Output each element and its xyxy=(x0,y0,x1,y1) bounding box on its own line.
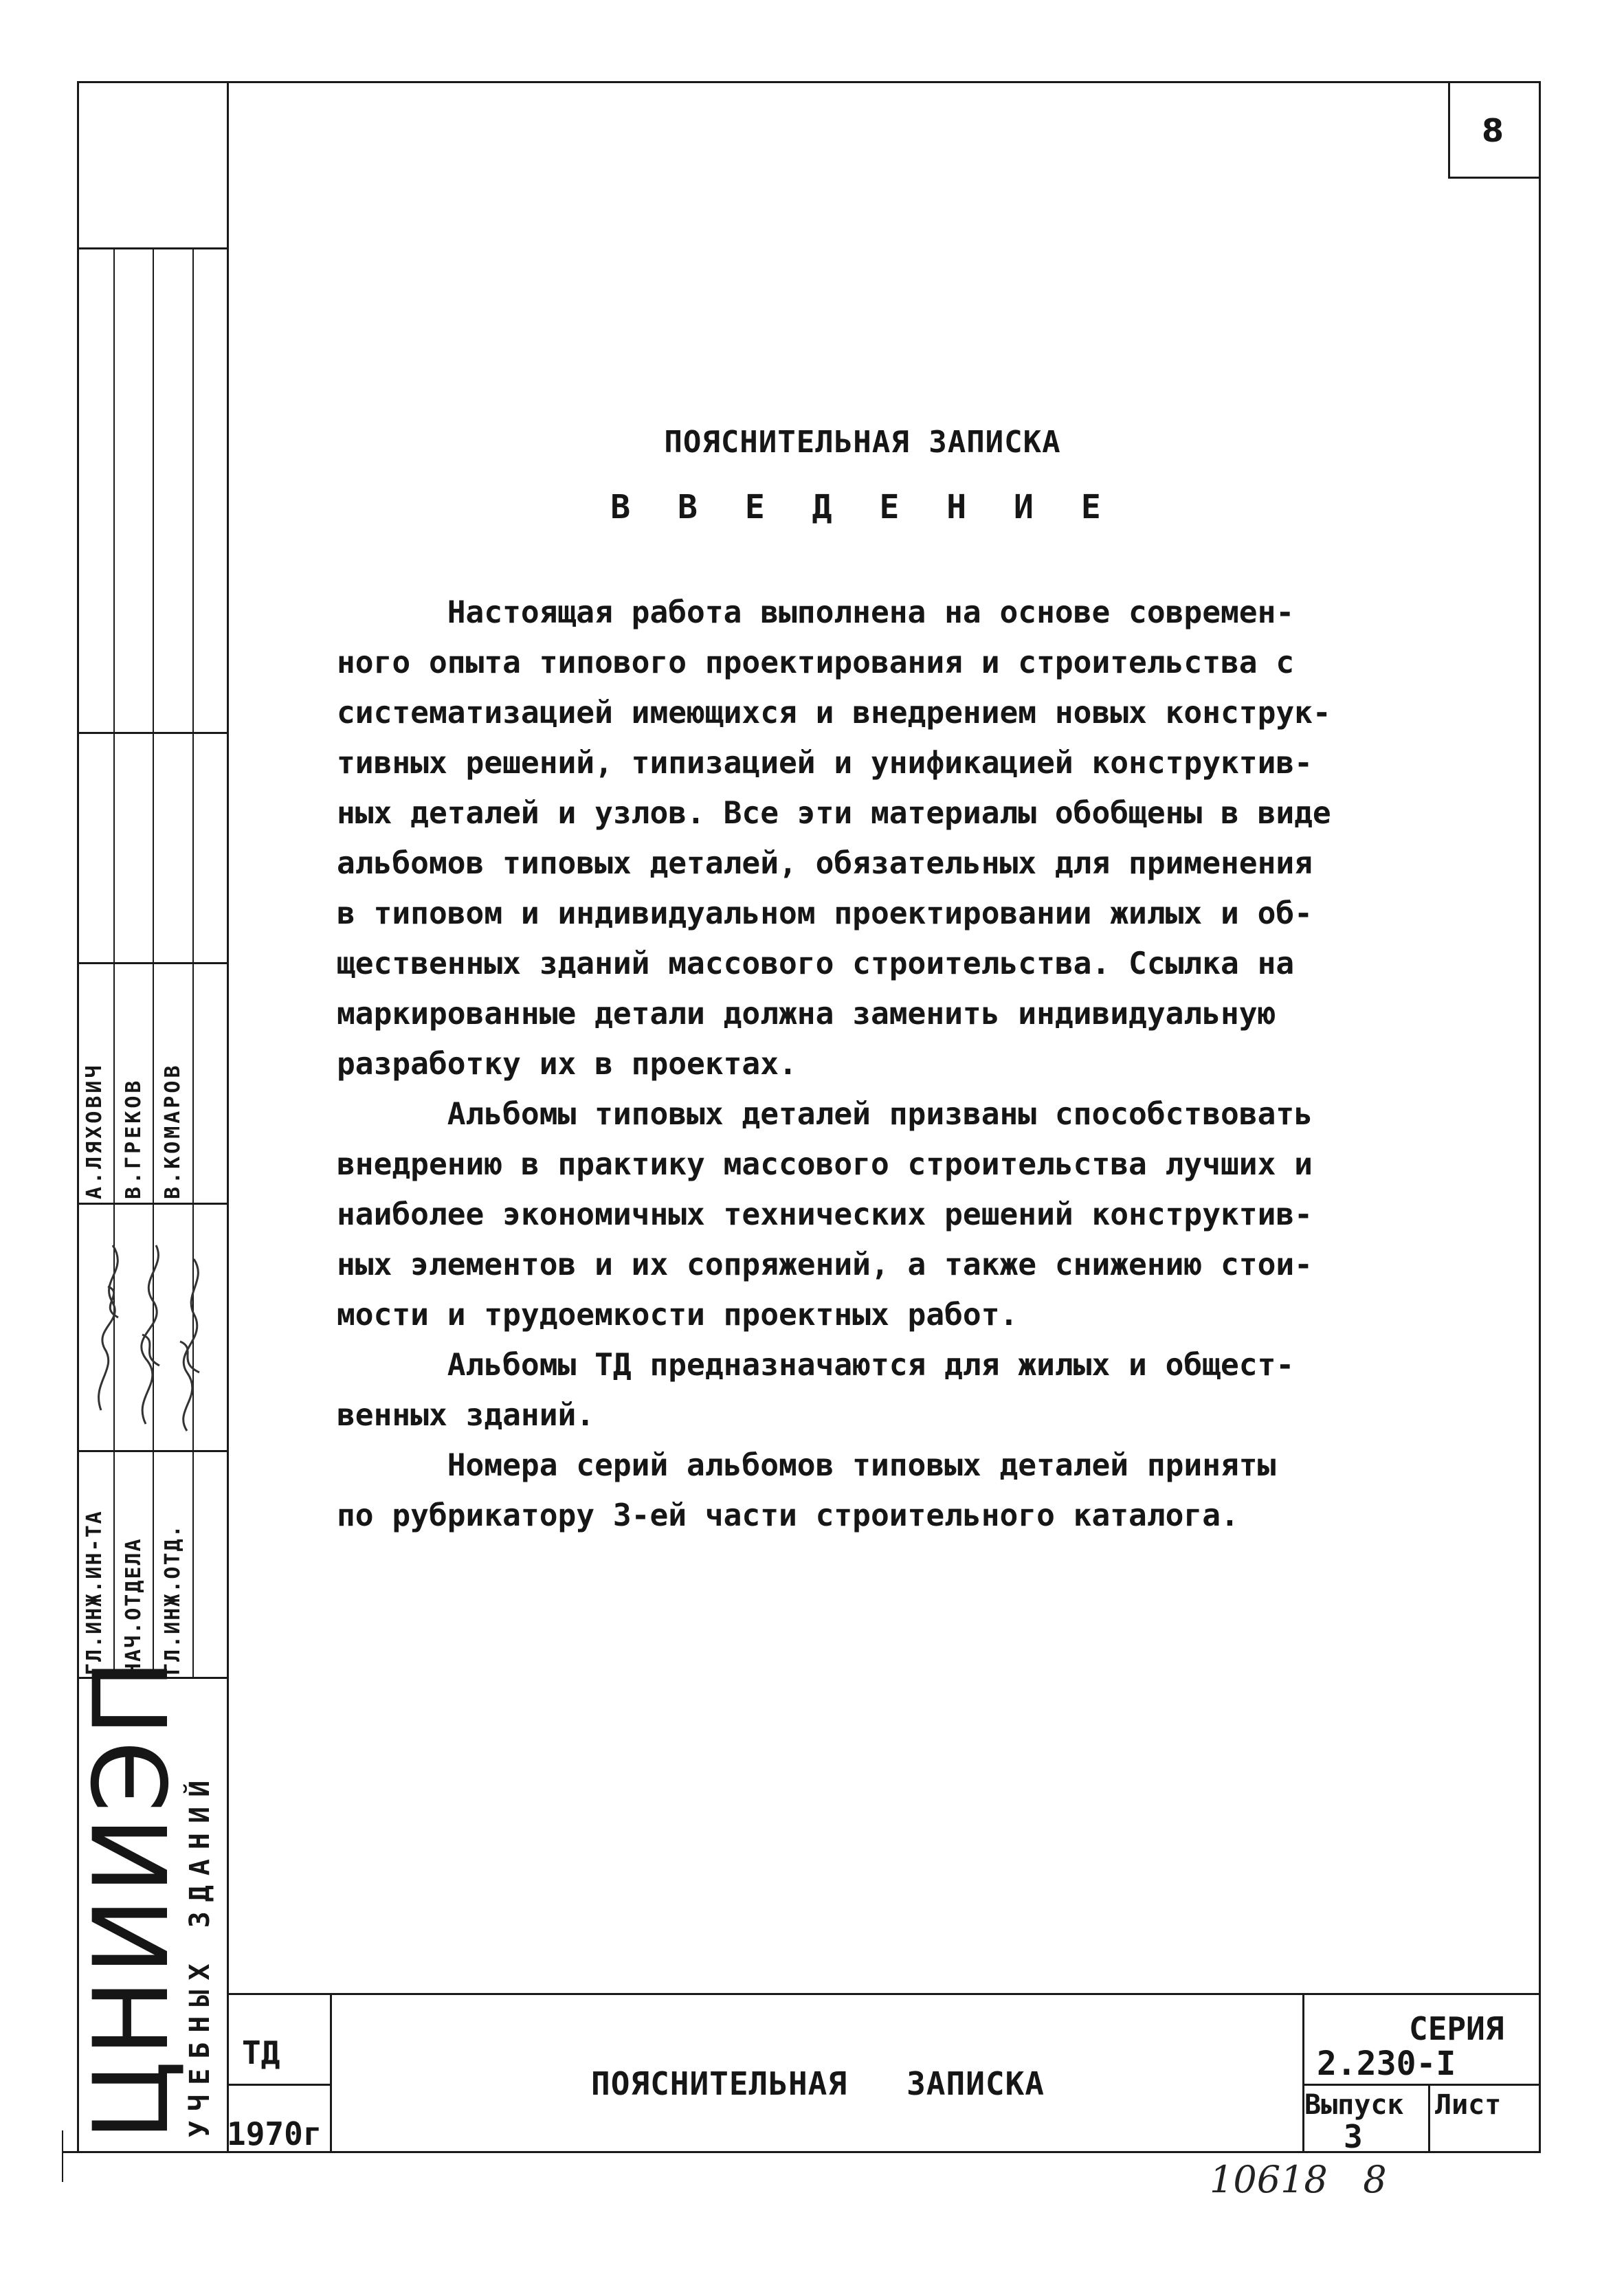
body-line: щественных зданий массового строительства. Ссылка на xyxy=(337,946,1295,981)
body-line: альбомов типовых деталей, обязательных для применения xyxy=(337,846,1313,881)
body-line: маркированные детали должна заменить индивидуальную xyxy=(337,996,1276,1032)
title-block-title: ПОЯСНИТЕЛЬНАЯ ЗАПИСКА xyxy=(591,2065,1045,2102)
body-line: разработку их в проектах. xyxy=(337,1047,797,1082)
stamp-name: В.ГРЕКОВ xyxy=(122,1078,146,1199)
series-value: 2.230-I xyxy=(1317,2045,1456,2083)
issue-label: Выпуск xyxy=(1304,2089,1404,2121)
body-line: мости и трудоемкости проектных работ. xyxy=(337,1298,1019,1333)
body-line: ного опыта типового проектирования и строительства с xyxy=(337,645,1295,680)
organization-logo: ЦНИИЭП xyxy=(72,1654,192,2141)
section-heading: В В Е Д Е Н И Е xyxy=(610,488,1115,526)
body-line: ных деталей и узлов. Все эти материалы обобщены в виде xyxy=(337,796,1331,831)
document-code: ТД xyxy=(242,2034,280,2071)
body-line: по рубрикатору 3-ей части строительного каталога. xyxy=(337,1498,1239,1533)
signature xyxy=(77,1204,228,1450)
handwritten-archive-number: 10618 8 xyxy=(1210,2158,1387,2201)
body-line: Альбомы ТД предназначаются для жилых и общест- xyxy=(337,1348,1295,1383)
series-label: СЕРИЯ xyxy=(1409,2010,1504,2047)
stamp-role: ГЛ.ИНЖ.ИН-ТА xyxy=(82,1510,107,1675)
document-year: 1970г xyxy=(227,2115,322,2152)
body-line: венных зданий. xyxy=(337,1398,595,1433)
stamp-role: ГЛ.ИНЖ.ОТД. xyxy=(161,1524,185,1675)
body-text xyxy=(337,588,1464,1541)
document-heading: ПОЯСНИТЕЛЬНАЯ ЗАПИСКА xyxy=(664,425,1061,460)
body-line: ных элементов и их сопряжений, а также снижению стои- xyxy=(337,1247,1313,1282)
organization-subtitle: УЧЕБНЫХ ЗДАНИЙ xyxy=(184,1770,216,2137)
issue-value: 3 xyxy=(1344,2118,1363,2155)
body-line: Настоящая работа выполнена на основе современ- xyxy=(337,595,1295,630)
page-number: 8 xyxy=(1481,112,1504,149)
body-line: Альбомы типовых деталей призваны способствовать xyxy=(337,1097,1313,1132)
body-line: Номера серий альбомов типовых деталей приняты xyxy=(337,1448,1276,1483)
body-line: систематизацией имеющихся и внедрением новых конструк- xyxy=(337,695,1331,731)
stamp-name: В.КОМАРОВ xyxy=(161,1062,185,1199)
body-line: наиболее экономичных технических решений конструктив- xyxy=(337,1197,1313,1232)
body-line: внедрению в практику массового строительства лучших и xyxy=(337,1147,1313,1182)
body-line: в типовом и индивидуальном проектировании жилых и об- xyxy=(337,896,1313,931)
stamp-name: А.ЛЯХОВИЧ xyxy=(82,1062,107,1199)
sheet-label: Лист xyxy=(1435,2089,1502,2121)
body-line: тивных решений, типизацией и унификацией конструктив- xyxy=(337,746,1313,781)
stamp-role: НАЧ.ОТДЕЛА xyxy=(122,1537,146,1675)
